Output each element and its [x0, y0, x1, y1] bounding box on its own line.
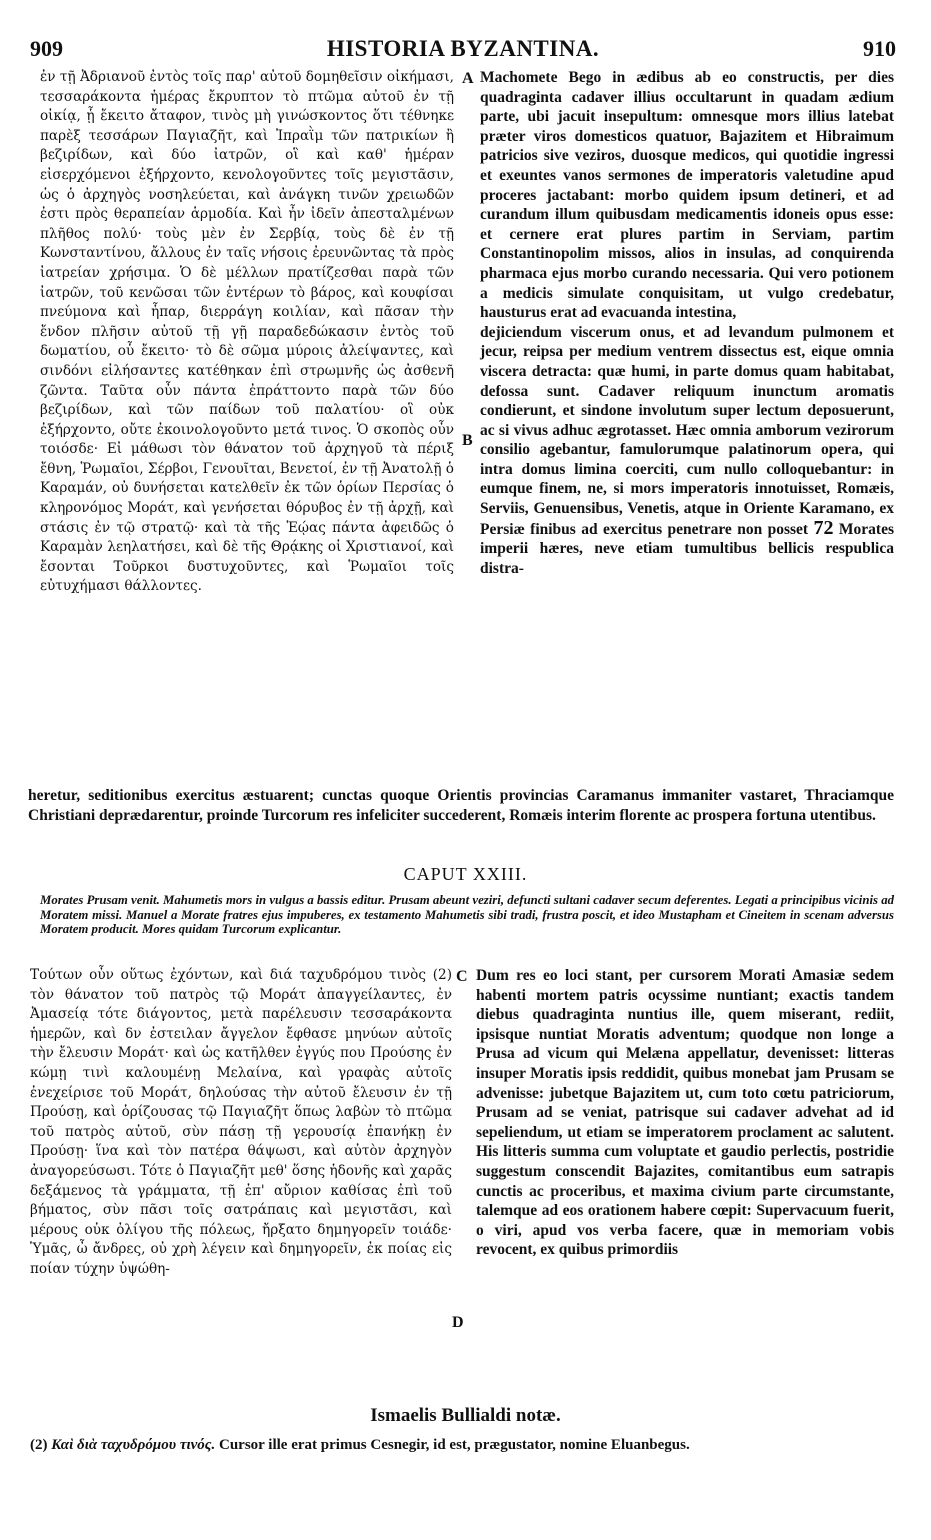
footnote-number: (2) [30, 1437, 48, 1453]
latin-paragraph-top-a: Machomete Bego in ædibus ab eo constructis, per dies quadraginta cadaver illius occultarunt in quadam ædium parte, ubi jacuit insepultum: omnesque mors illius latebat præter viros domesticos quatuor, Bajazitem et Hibraimum patricios sive veziros, duosque medicos, qui quotidie ingressi et exeuntes vanos sermones de imperatoris valetudine apud proceres jactabant: morbo quidem ipsum detineri, et ad curandum illum quibusdam medicamentis idoneis opus esse: et cernere erat plures partim in Serviam, partim Constantinopolim missos, alios in insulas, ad conquirenda pharmaca ejus morbo curando necessaria. Qui vero potionem a medicis simulate conquisitam, ut vulgo credebatur, hausturus erat ad evacuanda intestina, [480, 69, 894, 322]
greek-paragraph-bottom: Τούτων οὖν οὕτως ἐχόντων, καὶ διά ταχυδρόμου τινὸς (2) τὸν θάνατον τοῦ πατρὸς τῷ Μοράτ ἀπαγγείλαντες, ἐν Ἀμασείᾳ τότε διάγοντος, μετὰ παρέλευσιν τεσσαράκοντα ἡμερῶν, καὶ δν ἐστειλαν ἄγγελον ἔφθασε μηνύων αὐτοῖς τὴν ἔλευσιν Μοράτ· καὶ ὡς κατῆλθεν ἐγγύς που Προύσης ἐν κώμῃ τινὶ καλουμένῃ Μελαίνα, καὶ γραφὰς αὐτοῖς ἐνεχείρισε τοῦ Μοράτ, δηλούσας τὴν αὐτοῦ ἔλευσιν ἐν τῇ Προύσῃ, καὶ ὁρίζουσας τῷ Παγιαζῆτ ὅπως λαβὼν τὸ πτῶμα τοῦ πατρὸς αὐτοῦ, σὺν πάσῃ τῇ γερουσίᾳ ἐπανήκῃ ἐν Προύσῃ· ἵνα καὶ τὸν πατέρα θάψωσι, καὶ αὐτὸν ἀρχηγὸν ἀναγορεύσωσι. Τότε ὁ Παγιαζῆτ μεθ' ὅσης ἡδονῆς καὶ χαρᾶς δεξάμενος τὰ γράμματα, τῇ ἐπ' αὔριον καθίσας ἐπὶ τοῦ βήματος, σὺν πᾶσι τοῖς σατράπαις καὶ μεγιστᾶσι, καὶ μέρους οὐκ ὀλίγου τῆς πόλεως, ἤρξατο δημηγορεῖν τοιάδε· Ὑμᾶς, ὦ ἄνδρες, οὐ χρὴ λέγειν καὶ δημηγορεῖν, ἐκ ποίας εἰς ποίαν τύχην ὑψώθη- [30, 967, 452, 1277]
chapter-summary: Morates Prusam venit. Mahumetis mors in vulgus a bassis editur. Prusam abeunt veziri, defuncti sultani cadaver secum deferentes. Legati a principibus vicinis ad Moratem missi. Manuel a Morate fratres ejus impuberes, ex testamento Mahumetis sibi tradi, frustra poscit, et ideo Mustapham et Cineitem in scenam adversus Moratem producit. Mores quidam Turcorum explicantur. [40, 893, 894, 937]
greek-column-top [40, 68, 454, 597]
margin-number-72: 72 [813, 516, 834, 539]
chapter-heading: CAPUT XXIII. [403, 864, 528, 884]
greek-column-bottom [30, 966, 452, 1280]
running-title: HISTORIA BYZANTINA. [326, 36, 600, 61]
footnote-text: Cursor ille erat primus Cesnegir, id est, prægustator, nomine Eluanbegus. [219, 1437, 690, 1453]
page-header [30, 36, 896, 62]
latin-column-bottom [476, 966, 894, 1260]
latin-paragraph-bottom: Dum res eo loci stant, per cursorem Morati Amasiæ sedem habenti mortem patris ocyssime nuntiant; exactis tandem diebus quadraginta nuntius ille, quem miserant, rediit, ipsisque nuntiat Moratis adventum; quodque non longe a Prusa ad vicum qui Melæna appellatur, devenisset: litteras insuper Moratis ipsis reddidit, quibus monebat jam Prusam se advenisse: jubetque Bajazitem ut, cum toto cœtu patriciorum, Prusam ad se veniat, patrisque sui cadaver advehat ad id sepeliendum, ut etiam se imperatorem proclament ac salutent. His litteris summa cum voluptate et gaudio perlectis, postridie suggestum conscendit Bajazites, comitantibus eum satrapis cunctis ac proceribus, et maxima civium parte circumstante, talemque ad eos orationem habere cœpit: Supervacuum fuerit, o viri, apud vos verba facere, quæ in memoriam vobis revocent, ex quibus primordiis [476, 967, 894, 1259]
margin-marker-d: D [452, 1314, 464, 1331]
margin-marker-c: C [456, 968, 468, 985]
latin-column-top [480, 68, 894, 578]
margin-marker-a: A [462, 70, 474, 87]
fullwidth-continuation: heretur, seditionibus exercitus æstuarent; cunctas quoque Orientis provincias Caramanus immaniter vastaret, Thraciamque Christiani deprædarentur, proinde Turcorum res infeliciter succederent, Romæis interim florente ac prospera fortuna utentibus. [28, 787, 894, 824]
page-number-left: 909 [30, 36, 63, 61]
latin-paragraph-top-c: Morates imperii hæres, neve etiam tumultibus bellicis respublica distra- [480, 520, 894, 577]
notes-heading: Ismaelis Bullialdi notæ. [370, 1405, 561, 1426]
greek-paragraph-top: ἐν τῇ Ἀδριανοῦ ἐντὸς τοῖς παρ' αὐτοῦ δομηθεῖσιν οἰκήμασι, τεσσαράκοντα ἡμέρας ἔκρυπτον τὸ πτῶμα αὐτοῦ ἐν τῇ οἰκίᾳ, ᾗ ἔκειτο ἄταφον, τινὸς μὴ γινώσκοντος ὅτι τέθνηκε παρὲξ τεσσάρων Παγιαζῆτ, καὶ Ἰπραῒμ τῶν πατρικίων ἢ βεζιρίδων, καὶ δύο ἰατρῶν, οἳ καὶ καθ' ἡμέραν εἰσερχόμενοι ἐξήρχοντο, κενολογοῦντες τοῖς μεγιστᾶσιν, ὡς ὁ ἀρχηγὸς νοσηλεύεται, καὶ ἀνάγκη τινῶν χρειωδῶν ἐστι πρὸς θεραπείαν ἁρμοδία. Καὶ ἦν ἰδεῖν ἀπεσταλμένων πλῆθος πολύ· τοὺς μὲν ἐν Σερβίᾳ, τοὺς δὲ ἐν τῇ Κωνσταντίνου, ἄλλους ἐν ταῖς νήσοις ἐρευνῶντας τὰ πρὸς ἰατρείαν χρήσιμα. Ὁ δὲ μέλλων πρατίζεσθαι παρὰ τῶν ἰατρῶν, τοῦ κενῶσαι τῶν ἐντέρων τὸ βάρος, καὶ κουφίσαι πνεύμονα καὶ ἧπαρ, διερράγη κοιλίαν, καὶ πᾶσαν τὴν ἔνδον πλῆσιν αὐτοῦ τῇ γῇ παραδεδώκασιν ἐντὸς τοῦ δωματίου, οὗ ἔκειτο· τὸ δὲ σῶμα μύροις ἀλείψαντες, καὶ σινδόνι εἱλήσαντες κατέθηκαν ἐπὶ στρωμνῆς ὡς ἀσθενῆ ζῶντα. Ταῦτα οὖν πάντα ἐπράττοντο παρὰ τῶν δύο βεζιρίδων, καὶ τῶν παίδων τοῦ παλατίου· οἳ οὐκ ἐξήρχοντο, οὔτε ἐκοινολογοῦντο μετά τινος. Ὁ σκοπὸς οὖν τοιόσδε· Εἰ μάθωσι τὸν θάνατον τοῦ ἀρχηγοῦ τὰ πέριξ ἔθνη, Ῥωμαῖοι, Σέρβοι, Γενουῖται, Βενετοί, ἐν τῇ Ἀνατολῇ ὁ Καραμάν, οὐ δυνήσεται κατελθεῖν ἐκ τῶν ὁρίων Περσίας ὁ κληρονόμος Μοράτ, καὶ γενήσεται θόρυβος ἐν τῇ ἀρχῇ, καὶ στάσις ἐν τῷ στρατῷ· καὶ τὰ τῆς Ἑῴας πάντα ἀφειδῶς ὁ Καραμὰν λεηλατήσει, καὶ δὲ τῆς Θρᾴκης οἱ Χριστιανοί, καὶ ἔσονται Τοῦρκοι δυστυχοῦντες, καὶ Ῥωμαῖοι τοῖς εὐτυχήμασι θάλλοντες. [40, 69, 454, 595]
footnote-greek-lemma: Καὶ διὰ ταχυδρόμου τινός. [51, 1437, 216, 1453]
footnote [30, 1436, 894, 1454]
latin-paragraph-top-b: dejiciendum viscerum onus, et ad levandum pulmonem et jecur, reipsa per medium ventrem dissectus est, eique omnia viscera detracta: quæ humi, in parte domus quam habitabat, defossa sunt. Cadaver reliquum inunctum aromatis condierunt, et sindone involutum super lectum deposuerunt, ac si vivus adhuc ægrotasset. Hæc omnia amborum vezirorum consilio agebantur, famulorumque palatinorum opera, qui intra domus limina coerciti, cum nullo colloquebantur: in eumque finem, ne, si mors imperatoris innotuisset, Romæis, Serviis, Genuensibus, Venetis, atque in Oriente Karamano, ex Persiæ finibus ad exercitus penetrare non posset [480, 323, 894, 538]
margin-marker-b: B [462, 432, 473, 449]
page-number-right: 910 [863, 36, 896, 61]
